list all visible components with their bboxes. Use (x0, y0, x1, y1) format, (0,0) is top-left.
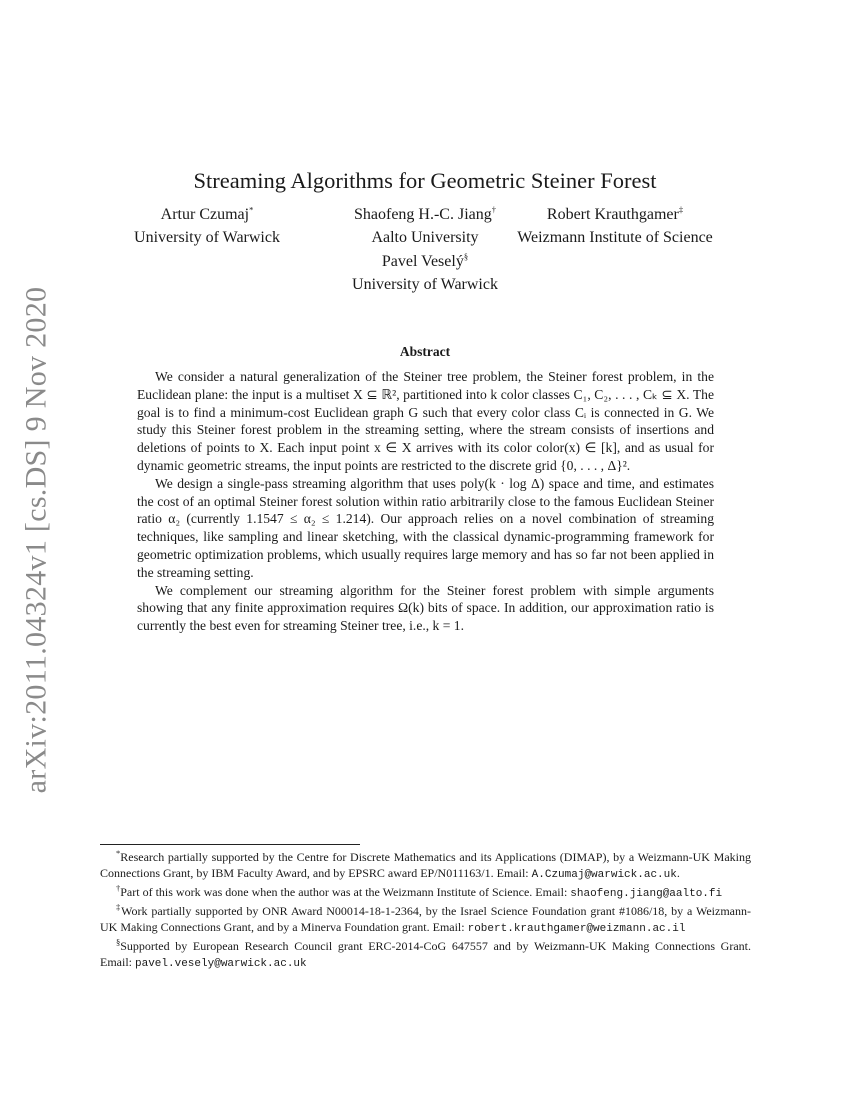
footnote-3 (100, 903, 751, 937)
paper-title: Streaming Algorithms for Geometric Steiner Forest (193, 168, 657, 194)
footnote-mark: † (116, 883, 121, 893)
footnote-rule (100, 844, 360, 845)
author-affiliation: Weizmann Institute of Science (517, 229, 713, 246)
email-link[interactable]: robert.krauthgamer@weizmann.ac.il (467, 923, 686, 935)
footnote-text: Part of this work was done when the author was at the Weizmann Institute of Science. Email: (120, 885, 568, 899)
footnote-text: Work partially supported by ONR Award N00014-18-1-2364, by the Israel Science Foundation grant #1086/18, by a Weizmann-UK Making Connections Grant, and by a Minerva Foundation grant. Email: (100, 904, 752, 934)
author-name: Shaofeng H.-C. Jiang (353, 206, 492, 223)
author-1 (112, 203, 302, 249)
footnote-1 (100, 849, 751, 883)
footnote-text: Supported by European Research Council grant ERC-2014-CoG 647557 and by Weizmann-UK Making Connections Grant. Email: (100, 939, 751, 969)
author-3 (495, 203, 735, 249)
footnote-mark: * (116, 848, 121, 858)
footnote-tail: . (676, 866, 680, 880)
author-4 (325, 250, 525, 296)
author-name: Robert Krauthgamer (546, 206, 679, 223)
author-affiliation: Aalto University (371, 229, 479, 246)
author-name: Artur Czumaj (160, 206, 250, 223)
abstract-heading: Abstract (399, 344, 451, 359)
author-mark: ‡ (678, 204, 684, 215)
author-affiliation: University of Warwick (352, 276, 498, 293)
footnote-text: Research partially supported by the Centre for Discrete Mathematics and its Applications (DIMAP), by a Weizmann-UK Making Connections Grant, by IBM Faculty Award, and by EPSRC award EP/N011163/1. Email: (100, 850, 751, 880)
footnotes (100, 849, 751, 973)
author-name: Pavel Veselý (381, 253, 464, 270)
abstract-paragraph-3: We complement our streaming algorithm for the Steiner forest problem with simple arguments showing that any finite approximation requires Ω(k) bits of space. In addition, our approximation ratio is currently the best even for streaming Steiner tree, i.e., k = 1. (137, 582, 714, 634)
abstract-body (137, 368, 714, 635)
abstract-paragraph-2: We design a single-pass streaming algorithm that uses poly(k · log Δ) space and time, and estimates the cost of an optimal Steiner forest solution within ratio arbitrarily close to the famous Euclidean Steiner ratio α₂ (currently 1.1547 ≤ α₂ ≤ 1.214). Our approach relies on a novel combination of streaming techniques, like sampling and linear sketching, with the classical dynamic-programming framework for geometric optimization problems, which usually requires large memory and has so far not been applied in the streaming setting. (137, 475, 714, 580)
email-link[interactable]: A.Czumaj@warwick.ac.uk (531, 869, 677, 881)
email-link[interactable]: pavel.vesely@warwick.ac.uk (135, 958, 307, 970)
footnote-2 (100, 884, 751, 902)
arxiv-stamp (8, 286, 64, 794)
footnote-4 (100, 938, 751, 972)
footnote-mark: ‡ (116, 902, 122, 912)
abstract-paragraph-1: We consider a natural generalization of the Steiner tree problem, the Steiner forest problem, in the Euclidean plane: the input is a multiset X ⊆ ℝ², partitioned into k color classes C₁, C₂, . . . , Cₖ ⊆ X. The goal is to find a minimum-cost Euclidean graph G such that every color class Cᵢ is connected in G. We study this Steiner forest problem in the streaming setting, where the stream consists of insertions and deletions of points to X. Each input point x ∈ X arrives with its color color(x) ∈ [k], and as usual for dynamic geometric streams, the input points are restricted to the discrete grid {0, . . . , Δ}². (137, 369, 714, 473)
author-affiliation: University of Warwick (134, 229, 280, 246)
author-mark: § (463, 251, 469, 262)
footnote-mark: § (116, 937, 121, 947)
arxiv-identifier: arXiv:2011.04324v1 [cs.DS] 9 Nov 2020 (19, 286, 52, 794)
email-link[interactable]: shaofeng.jiang@aalto.fi (570, 888, 723, 900)
author-mark: † (491, 204, 496, 215)
author-mark: * (249, 204, 254, 215)
